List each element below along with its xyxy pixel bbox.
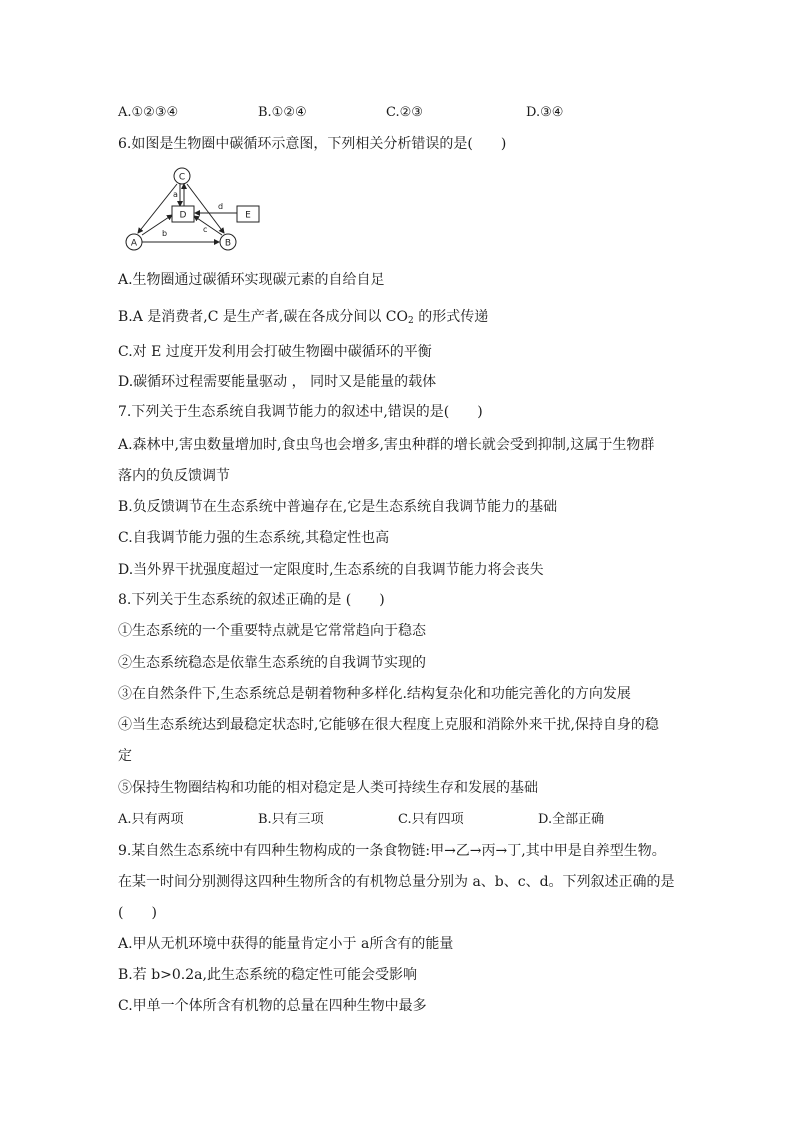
node-b-label: B — [224, 238, 232, 249]
q8-option-c: C.只有四项 — [398, 812, 464, 827]
q8-statement-2: ②生态系统稳态是依靠生态系统的自我调节实现的 — [118, 655, 426, 671]
carbon-cycle-diagram — [118, 160, 268, 260]
q7-stem: 7.下列关于生态系统自我调节能力的叙述中,错误的是( ) — [118, 404, 483, 420]
edge-c-to-a — [138, 184, 177, 233]
edge-label-d: d — [218, 202, 224, 211]
q8-option-a: A.只有两项 — [118, 812, 184, 827]
edge-label-a: a — [173, 190, 178, 199]
q9-option-c: C.甲单一个体所含有机物的总量在四种生物中最多 — [118, 998, 427, 1014]
edge-label-c: c — [203, 225, 208, 234]
q9-option-b: B.若 b>0.2a,此生态系统的稳定性可能会受影响 — [118, 967, 417, 983]
q9-stem-line3: ( ) — [118, 905, 157, 921]
q9-stem-line1: 9.某自然生态系统中有四种生物构成的一条食物链:甲→乙→丙→丁,其中甲是自养型生物。 — [118, 843, 666, 859]
q6-option-c: C.对 E 过度开发利用会打破生物圈中碳循环的平衡 — [118, 344, 432, 360]
q8-statement-4-line2: 定 — [118, 748, 132, 764]
q9-stem-line2: 在某一时间分别测得这四种生物所含的有机物总量分别为 a、b、c、d。下列叙述正确的是 — [118, 874, 675, 890]
q7-option-a-line2: 落内的负反馈调节 — [118, 468, 230, 484]
q7-option-d: D.当外界干扰强度超过一定限度时,生态系统的自我调节能力将会丧失 — [118, 562, 544, 578]
node-e-label: E — [245, 210, 251, 221]
q6-stem: 6.如图是生物圈中碳循环示意图，下列相关分析错误的是( ) — [118, 136, 507, 152]
q6-option-d: D.碳循环过程需要能量驱动 ， 同时又是能量的载体 — [118, 374, 437, 390]
q5-option-a: A.①②③④ — [118, 105, 179, 120]
node-c-label: C — [178, 172, 186, 183]
q8-stem: 8.下列关于生态系统的叙述正确的是 ( ) — [118, 592, 385, 608]
edge-a-to-d — [142, 215, 172, 235]
q9-option-a: A.甲从无机环境中获得的能量肯定小于 a所含有的能量 — [118, 936, 454, 952]
node-a-label: A — [130, 238, 138, 249]
q5-option-b: B.①②④ — [258, 105, 307, 120]
q5-option-c: C.②③ — [386, 105, 423, 120]
q5-option-d: D.③④ — [526, 105, 564, 120]
q7-option-c: C.自我调节能力强的生态系统,其稳定性也高 — [118, 530, 390, 546]
node-d-label: D — [179, 210, 187, 221]
q8-statement-4-line1: ④当生态系统达到最稳定状态时,它能够在很大程度上克服和消除外来干扰,保持自身的稳 — [118, 717, 659, 733]
q6-option-b: B.A 是消费者,C 是生产者,碳在各成分间以 $CO_2$ 的形式传递 — [118, 309, 489, 326]
q7-option-b: B.负反馈调节在生态系统中普遍存在,它是生态系统自我调节能力的基础 — [118, 499, 558, 515]
q7-option-a-line1: A.森林中,害虫数量增加时,食虫鸟也会增多,害虫种群的增长就会受到抑制,这属于生物群 — [118, 437, 655, 453]
q8-statement-5: ⑤保持生物圈结构和功能的相对稳定是人类可持续生存和发展的基础 — [118, 780, 538, 796]
q8-option-b: B.只有三项 — [258, 812, 324, 827]
edge-label-b: b — [162, 229, 168, 238]
q6-option-a: A.生物圈通过碳循环实现碳元素的自给自足 — [118, 272, 385, 288]
q8-statement-3: ③在自然条件下,生态系统总是朝着物种多样化.结构复杂化和功能完善化的方向发展 — [118, 686, 631, 702]
q8-option-d: D.全部正确 — [538, 812, 605, 827]
q8-statement-1: ①生态系统的一个重要特点就是它常常趋向于稳态 — [118, 623, 426, 639]
